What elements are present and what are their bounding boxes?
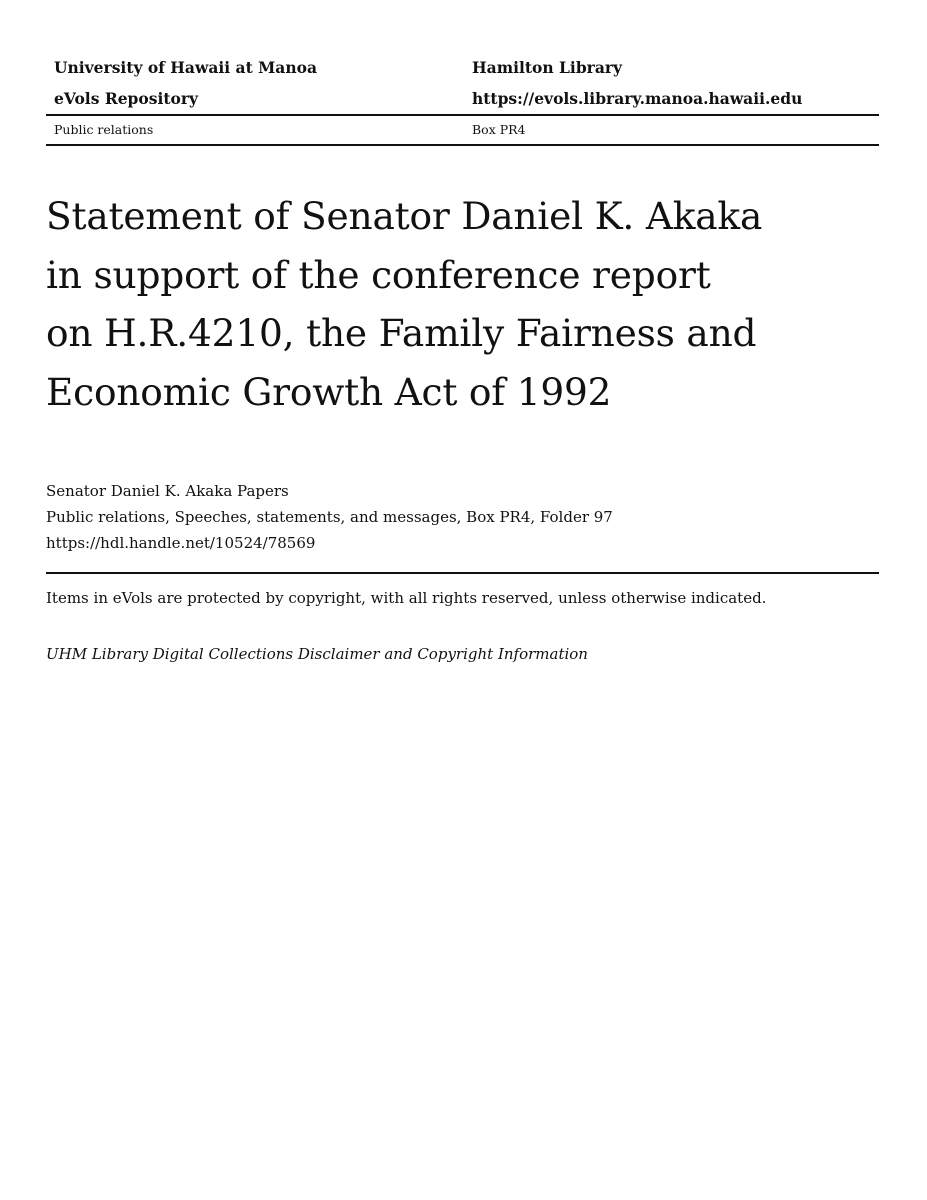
section-divider <box>46 572 879 574</box>
box-number: Box PR4 <box>472 122 526 137</box>
rights-statement: Items in eVols are protected by copyright, with all rights reserved, unless otherwise indicated. <box>46 589 767 607</box>
document-header <box>46 52 879 146</box>
handle-link[interactable]: https://hdl.handle.net/10524/78569 <box>46 534 316 552</box>
folder-location: Public relations, Speeches, statements, and messages, Box PR4, Folder 97 <box>46 508 613 526</box>
disclaimer-link[interactable]: UHM Library Digital Collections Disclaimer and Copyright Information <box>46 645 588 663</box>
header-row-series <box>46 116 879 144</box>
header-divider-bottom <box>46 144 879 146</box>
header-row-repository <box>46 83 879 114</box>
title-line: Statement of Senator Daniel K. Akaka <box>46 194 763 238</box>
repository-name: eVols Repository <box>54 89 199 108</box>
document-title <box>46 187 866 421</box>
title-line: Economic Growth Act of 1992 <box>46 369 612 414</box>
institution-name: University of Hawaii at Manoa <box>54 58 317 77</box>
title-line: in support of the conference report <box>46 252 711 297</box>
title-line: on H.R.4210, the Family Fairness and <box>46 311 757 355</box>
header-row-institution <box>46 52 879 83</box>
series-name: Public relations <box>54 122 154 137</box>
collection-name: Senator Daniel K. Akaka Papers <box>46 482 289 500</box>
library-name: Hamilton Library <box>472 58 623 77</box>
citation-block <box>46 478 613 556</box>
repository-url: https://evols.library.manoa.hawaii.edu <box>472 89 803 108</box>
